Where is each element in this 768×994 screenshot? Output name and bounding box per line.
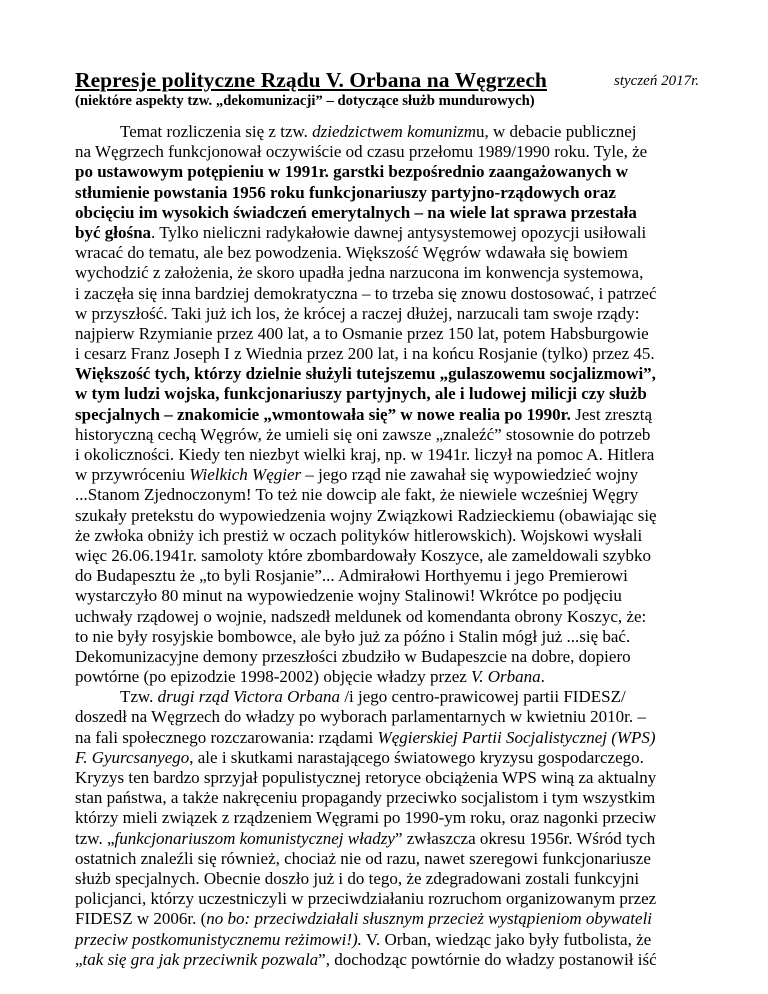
- bold-text: Większość tych, którzy dzielnie służyli tutejszemu „gulaszowemu socjalizmowi”,: [75, 364, 656, 384]
- text-run: Kryzys ten bardzo sprzyjał populistycznej retoryce obciążenia WPS winą za aktualny: [75, 768, 657, 787]
- text-line: [75, 647, 705, 667]
- text-run: /i jego centro-prawicowej partii FIDESZ/: [340, 687, 626, 707]
- document-date: styczeń 2017r.: [614, 73, 699, 89]
- text-line: [75, 284, 705, 304]
- text-run: szukały pretekstu do wypowiedzenia wojny Związkowi Radzieckiemu (obawiając się: [75, 505, 657, 525]
- text-run: ostatnich znaleźli się również, chociaż nie od razu, nawet szeregowi funkcjonariusze: [75, 848, 651, 868]
- text-run: historyczną cechą Węgrów, że umieli się oni zawsze „znaleźć” stosownie do potrzeb: [75, 424, 651, 444]
- text-line: [75, 667, 705, 687]
- text-line: [75, 930, 705, 950]
- text-line: [75, 304, 705, 324]
- text-line: [75, 506, 705, 526]
- text-run: doszedł na Węgrzech do władzy po wyborach parlamentarnych w kwietniu 2010r. –: [75, 707, 646, 727]
- text-line: [75, 869, 705, 889]
- document-title: Represje polityczne Rządu V. Orbana na Węgrzech: [75, 68, 547, 92]
- text-run: wracać do tematu, ale bez powodzenia. Większość Węgrów wdawała się bowiem: [75, 243, 628, 263]
- text-run: wychodzić z założenia, że skoro upadła jedna narzucona im konwencja systemowa,: [75, 263, 644, 283]
- text-run: FIDESZ w 2006r. (: [75, 909, 207, 929]
- text-line: [75, 889, 705, 909]
- text-line: [75, 627, 705, 647]
- text-line: [75, 364, 705, 384]
- text-run: policjanci, którzy uczestniczyli w przeciwdziałaniu rozruchom organizowanym przez: [75, 889, 657, 909]
- text-line: [75, 263, 705, 283]
- text-line: [75, 950, 705, 970]
- text-run: powtórne (po epizodzie 1998-2002) objęcie władzy przez: [75, 667, 472, 687]
- text-line: [75, 203, 705, 223]
- italic-text: drugi rząd Victora Orbana: [157, 687, 341, 707]
- text-line: [75, 586, 705, 606]
- text-line: [75, 183, 705, 203]
- italic-text: tak się gra jak przeciwnik pozwala: [82, 949, 319, 969]
- italic-text: F. Gyurcsanyego,: [75, 747, 194, 767]
- italic-text: no bo: przeciwdziałali słusznym przecież wystąpieniom obywateli: [206, 909, 653, 929]
- text-line: [75, 445, 705, 465]
- text-line: [75, 909, 705, 929]
- italic-text: dziedzictwem komunizm: [312, 122, 477, 141]
- text-run: „: [75, 949, 83, 969]
- bold-text: specjalnych – znakomicie „wmontowała się” w nowe realia po 1990r.: [75, 404, 571, 424]
- italic-text: przeciw postkomunistycznemu reżimowi!).: [75, 929, 362, 949]
- text-line: [75, 425, 705, 445]
- text-line: [75, 465, 705, 485]
- text-line: [75, 829, 705, 849]
- text-line: [75, 324, 705, 344]
- text-line: [75, 485, 705, 505]
- bold-text: stłumienie powstania 1956 roku funkcjonariuszy partyjno-rządowych oraz: [75, 182, 616, 202]
- bold-text: być głośna: [75, 222, 152, 242]
- text-run: Jest zresztą: [570, 404, 653, 424]
- text-run: ...Stanom Zjednoczonym! To też nie dowcip ale fakt, że niewiele wcześniej Węgry: [75, 485, 639, 505]
- text-run: u, w debacie publicznej: [476, 122, 637, 141]
- text-run: którzy mieli związek z rządzeniem Węgrami po 1990-ym roku, oraz nagonki przeciw: [75, 808, 657, 828]
- text-line: [75, 122, 705, 142]
- text-run: Temat rozliczenia się z tzw.: [120, 122, 313, 141]
- text-run: Tzw.: [120, 687, 158, 707]
- text-run: .: [540, 667, 545, 687]
- text-line: [75, 707, 705, 727]
- text-run: najpierw Rzymianie przez 400 lat, a to Osmanie przez 150 lat, potem Habsburgowie: [75, 323, 649, 343]
- text-run: ”, dochodząc powtórnie do władzy postanowił iść: [318, 949, 657, 969]
- text-run: . Tylko nieliczni radykałowie dawnej antysystemowej opozycji usiłowali: [151, 222, 647, 242]
- text-run: ale i skutkami narastającego światowego kryzysu gospodarczego.: [193, 747, 644, 767]
- text-run: i zaczęła się inna bardziej demokratyczna – to trzeba się znowu dostosować, i patrzeć: [75, 283, 657, 303]
- bold-text: po ustawowym potępieniu w 1991r. garstki bezpośrednio zaangażowanych w: [75, 162, 629, 182]
- text-run: służb specjalnych. Obecnie doszło już i do tego, że zdegradowani zostali funkcyjni: [75, 868, 640, 888]
- text-run: w przywróceniu: [75, 465, 190, 485]
- text-line: [75, 384, 705, 404]
- text-run: więc 26.06.1941r. samoloty które zbombardowały Koszyce, ale zameldowali szybko: [75, 545, 651, 565]
- text-run: – jego rząd nie zawahał się wypowiedzieć wojny: [301, 465, 639, 485]
- text-run: to nie były rosyjskie bombowce, ale było już za późno i Stalin mógł już ...się bać.: [75, 626, 631, 646]
- text-run: V. Orban, wiedząc jako były futbolista, że: [361, 929, 652, 949]
- text-line: [75, 566, 705, 586]
- text-run: że zwłoka obniży ich prestiż w oczach polityków hitlerowskich). Wojskowi wysłali: [75, 525, 643, 545]
- text-run: tzw. „: [75, 828, 115, 848]
- text-run: i okoliczności. Kiedy ten niezbyt wielki kraj, np. w 1941r. liczył na pomoc A. Hitlera: [75, 445, 655, 464]
- text-run: stan państwa, a także nakręceniu propagandy przeciwko socjalistom i tym wszystkim: [75, 788, 656, 808]
- italic-text: V. Orbana: [471, 667, 541, 687]
- text-run: wystarczyło 80 minut na wypowiedzenie wojny Stalinowi! Wkrótce po podjęciu: [75, 586, 622, 606]
- text-line: [75, 808, 705, 828]
- text-line: [75, 748, 705, 768]
- text-line: [75, 849, 705, 869]
- italic-text: Wielkich Węgier: [189, 465, 302, 485]
- document-body: [75, 122, 705, 970]
- text-line: [75, 687, 705, 707]
- text-line: [75, 405, 705, 425]
- text-run: ” zwłaszcza okresu 1956r. Wśród tych: [394, 828, 656, 848]
- text-line: [75, 243, 705, 263]
- bold-text: obcięciu im wysokich świadczeń emerytalnych – na wiele lat sprawa przestała: [75, 202, 637, 222]
- document-subtitle: (niektóre aspekty tzw. „dekomunizacji” – dotyczące służb mundurowych): [75, 93, 535, 109]
- text-run: na Węgrzech funkcjonował oczywiście od czasu przełomu 1989/1990 roku. Tyle, że: [75, 142, 648, 162]
- text-line: [75, 162, 705, 182]
- text-line: [75, 546, 705, 566]
- text-run: w przyszłość. Taki już ich los, że krócej a raczej dłużej, narzucali tam swoje rządy:: [75, 303, 640, 323]
- italic-text: Węgierskiej Partii Socjalistycznej (WPS): [377, 727, 656, 747]
- text-run: Dekomunizacyjne demony przeszłości zbudziło w Budapeszcie na dobre, dopiero: [75, 646, 631, 666]
- text-run: uchwały rządowej o wojnie, nadszedł meldunek od komendanta obrony Koszyc, że:: [75, 606, 647, 626]
- italic-text: funkcjonariuszom komunistycznej władzy: [114, 828, 395, 848]
- bold-text: w tym ludzi wojska, funkcjonariuszy partyjnych, ale i ludowej milicji czy służb: [75, 384, 647, 404]
- text-line: [75, 223, 705, 243]
- text-line: [75, 768, 705, 788]
- text-line: [75, 788, 705, 808]
- text-line: [75, 526, 705, 546]
- text-run: do Budapesztu że „to byli Rosjanie”... Admirałowi Horthyemu i jego Premierowi: [75, 566, 628, 586]
- text-line: [75, 142, 705, 162]
- text-line: [75, 344, 705, 364]
- text-run: i cesarz Franz Joseph I z Wiednia przez 200 lat, i na końcu Rosjanie (tylko) przez 45.: [75, 344, 655, 364]
- text-run: na fali społecznego rozczarowania: rządami: [75, 727, 378, 747]
- text-line: [75, 607, 705, 627]
- text-line: [75, 728, 705, 748]
